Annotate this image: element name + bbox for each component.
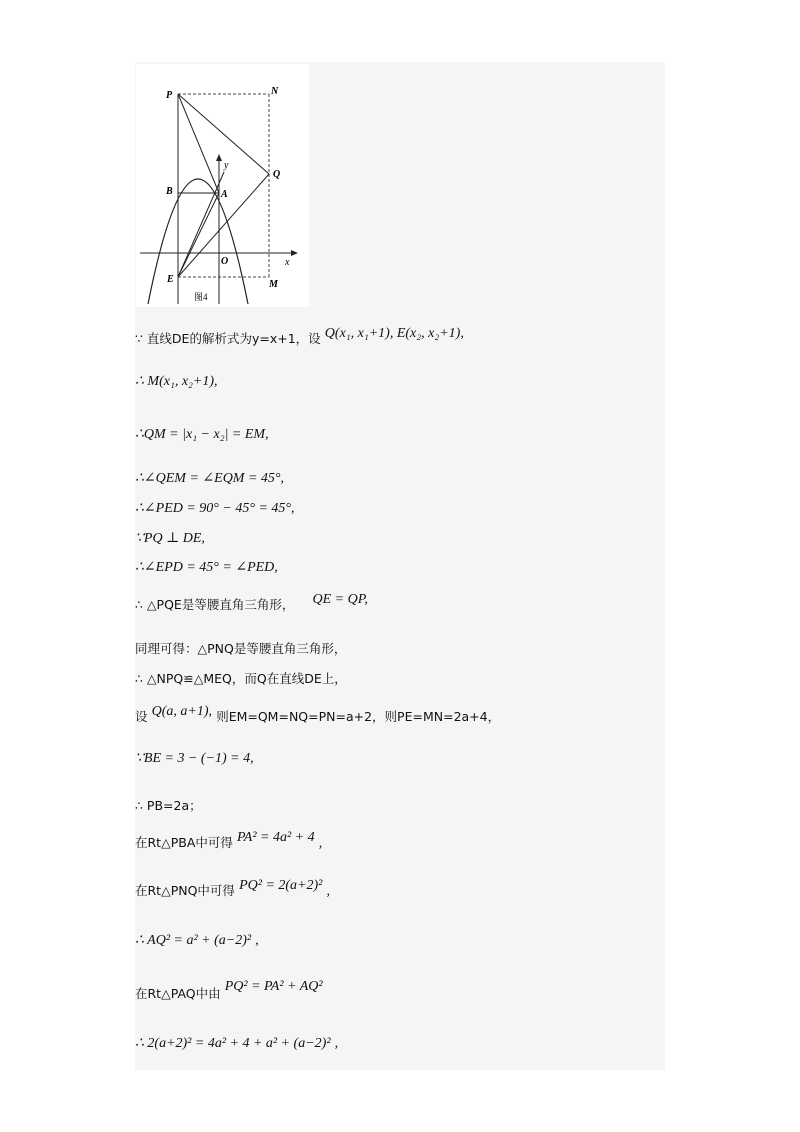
y-axis-arrow-icon xyxy=(216,154,222,161)
x-axis-arrow-icon xyxy=(291,250,298,256)
line-11-formula: Q(a, a+1), xyxy=(151,704,213,719)
line-2: ∴ M(x₁, x₂+1), xyxy=(135,374,218,389)
line-17-text: 在Rt△PAQ中由 xyxy=(135,986,221,1001)
label-x: x xyxy=(285,257,290,268)
line-8-text: ∴ △PQE是等腰直角三角形， xyxy=(135,597,295,612)
label-p: P xyxy=(166,90,173,101)
line-ea xyxy=(178,193,219,277)
line-7: ∴∠EPD = 45° = ∠PED, xyxy=(135,560,278,575)
line-1-text: ∵ 直线DE的解析式为y=x+1，设 xyxy=(135,331,321,346)
line-11-prefix: 设 xyxy=(135,709,148,724)
parabola xyxy=(148,179,248,304)
line-1-formula: Q(x₁, x₁+1), E(x₂, x₂+1), xyxy=(324,326,464,341)
label-o: O xyxy=(221,256,229,267)
label-e: E xyxy=(167,274,174,285)
line-11-text: 则EM=QM=NQ=PN=a+2，则PE=MN=2a+4， xyxy=(216,709,501,724)
line-16 xyxy=(135,932,259,950)
line-11 xyxy=(135,704,501,727)
line-18-comma: , xyxy=(334,1036,339,1051)
line-14-formula: PA² = 4a² + 4 xyxy=(237,830,315,845)
line-16-comma: , xyxy=(255,933,259,948)
line-16-text: ∴ AQ² = a² + (a−2)² xyxy=(135,933,252,948)
line-18 xyxy=(135,1035,338,1053)
line-14-text: 在Rt△PBA中可得 xyxy=(135,835,233,850)
line-8 xyxy=(135,592,368,615)
line-13: ∴ PB=2a； xyxy=(135,798,202,813)
line-12: ∵BE = 3 − (−1) = 4, xyxy=(135,751,254,766)
line-17-formula: PQ² = PA² + AQ² xyxy=(224,979,323,994)
label-m: M xyxy=(269,279,278,290)
line-5: ∴∠PED = 90° − 45° = 45°, xyxy=(135,501,295,516)
line-17 xyxy=(135,979,323,1004)
geometry-figure xyxy=(136,64,309,307)
figure-caption: 图4 xyxy=(194,292,208,302)
line-9: 同理可得：△PNQ是等腰直角三角形， xyxy=(135,641,347,656)
line-3: ∴QM = |x₁ − x₂| = EM, xyxy=(135,427,269,442)
line-15-comma: , xyxy=(326,884,330,899)
label-a: A xyxy=(221,189,228,200)
label-n: N xyxy=(271,86,279,97)
figure-4-diagram xyxy=(136,64,309,307)
label-q: Q xyxy=(273,169,281,180)
line-15 xyxy=(135,878,330,901)
line-6: ∵PQ ⊥ DE, xyxy=(135,531,205,546)
line-4: ∴∠QEM = ∠EQM = 45°, xyxy=(135,471,285,486)
line-14-comma: , xyxy=(318,836,323,851)
line-1 xyxy=(135,326,464,349)
line-8-formula: QE = QP, xyxy=(312,592,368,607)
line-pa xyxy=(178,94,219,193)
line-18-text: ∴ 2(a+2)² = 4a² + 4 + a² + (a−2)² xyxy=(135,1036,331,1051)
line-14 xyxy=(135,830,323,853)
line-15-formula: PQ² = 2(a+2)² xyxy=(239,878,323,893)
label-y: y xyxy=(224,160,229,171)
line-15-text: 在Rt△PNQ中可得 xyxy=(135,883,235,898)
label-b: B xyxy=(166,186,173,197)
line-10: ∴ △NPQ≌△MEQ，而Q在直线DE上， xyxy=(135,671,347,686)
